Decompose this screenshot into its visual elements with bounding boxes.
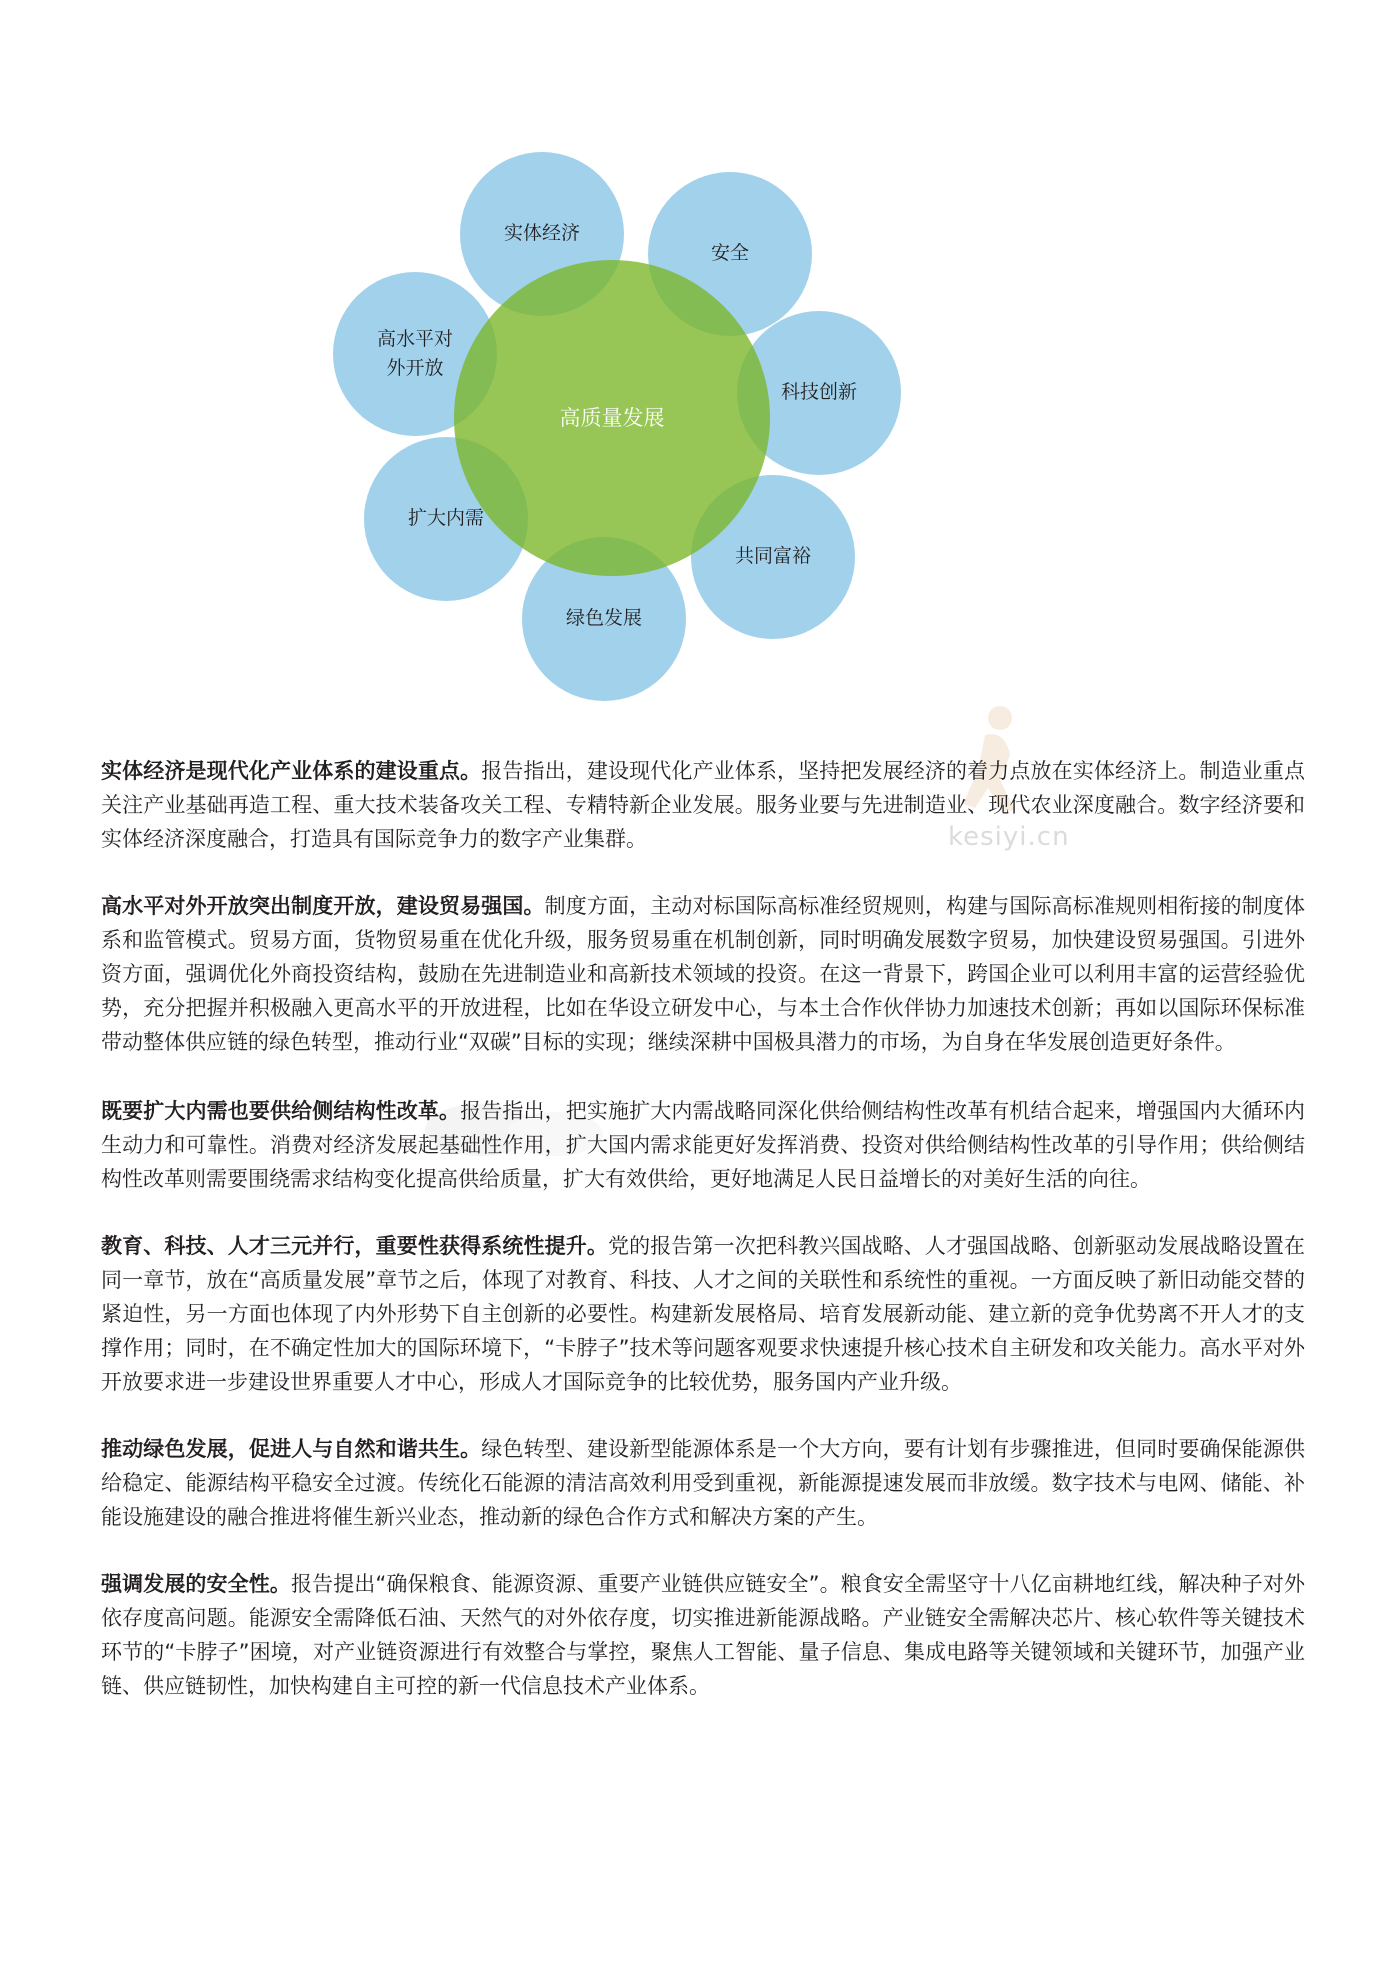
- center-node: [454, 260, 770, 576]
- article-body: [101, 754, 1305, 1736]
- paragraph-text: 党的报告第一次把科教兴国战略、人才强国战略、创新驱动发展战略设置在同一章节，放在“高质量发展”章节之后，体现了对教育、科技、人才之间的关联性和系统性的重视。一方面反映了新旧动能交替的紧迫性，另一方面也体现了内外形势下自主创新的必要性。构建新发展格局、培育发展新动能、建立新的竞争优势离不开人才的支撑作用；同时，在不确定性加大的国际环境下，“卡脖子”技术等问题客观要求快速提升核心技术自主研发和攻关能力。高水平对外开放要求进一步建设世界重要人才中心，形成人才国际竞争的比较优势，服务国内产业升级。: [101, 1234, 1305, 1394]
- node-label: 安全: [710, 242, 749, 265]
- node-label: 共同富裕: [734, 545, 811, 568]
- high-quality-development-diagram: [0, 0, 1400, 720]
- center-label: 高质量发展: [559, 405, 665, 430]
- watermark-text: kesiyi.cn: [948, 822, 1070, 852]
- node-label: 科技创新: [780, 381, 857, 404]
- paragraph-lead: 推动绿色发展，促进人与自然和谐共生。: [101, 1437, 482, 1461]
- paragraph-text: 报告指出，把实施扩大内需战略同深化供给侧结构性改革有机结合起来，增强国内大循环内生动力和可靠性。消费对经济发展起基础性作用，扩大国内需求能更好发挥消费、投资对供给侧结构性改革的引导作用；供给侧结构性改革则需要围绕需求结构变化提高供给质量，扩大有效供给，更好地满足人民日益增长的对美好生活的向往。: [101, 1099, 1305, 1191]
- paragraph-domestic-demand: [101, 1094, 1305, 1196]
- paragraph-lead: 强调发展的安全性。: [101, 1572, 291, 1596]
- paragraph-education-tech-talent: [101, 1229, 1305, 1399]
- paragraph-real-economy: [101, 754, 1305, 856]
- node-label: 绿色发展: [565, 607, 642, 630]
- paragraph-lead: 实体经济是现代化产业体系的建设重点。: [101, 759, 482, 783]
- paragraph-text: 报告提出“确保粮食、能源资源、重要产业链供应链安全”。粮食安全需坚守十八亿亩耕地红线，解决种子对外依存度高问题。能源安全需降低石油、天然气的对外依存度，切实推进新能源战略。产业链安全需解决芯片、核心软件等关键技术环节的“卡脖子”困境，对产业链资源进行有效整合与掌控，聚焦人工智能、量子信息、集成电路等关键领域和关键环节，加强产业链、供应链韧性，加快构建自主可控的新一代信息技术产业体系。: [101, 1572, 1305, 1698]
- paragraph-lead: 高水平对外开放突出制度开放，建设贸易强国。: [101, 894, 545, 918]
- paragraph-text: 制度方面，主动对标国际高标准经贸规则，构建与国际高标准规则相衔接的制度体系和监管模式。贸易方面，货物贸易重在优化升级，服务贸易重在机制创新，同时明确发展数字贸易，加快建设贸易强国。引进外资方面，强调优化外商投资结构，鼓励在先进制造业和高新技术领域的投资。在这一背景下，跨国企业可以利用丰富的运营经验优势，充分把握并积极融入更高水平的开放进程，比如在华设立研发中心，与本土合作伙伴协力加速技术创新；再如以国际环保标准带动整体供应链的绿色转型，推动行业“双碳”目标的实现；继续深耕中国极具潜力的市场，为自身在华发展创造更好条件。: [101, 894, 1305, 1054]
- paragraph-green: [101, 1432, 1305, 1534]
- paragraph-text: 报告指出，建设现代化产业体系，坚持把发展经济的着力点放在实体经济上。制造业重点关注产业基础再造工程、重大技术装备攻关工程、专精特新企业发展。服务业要与先进制造业、现代农业深度融合。数字经济要和实体经济深度融合，打造具有国际竞争力的数字产业集群。: [101, 759, 1305, 851]
- paragraph-text: 绿色转型、建设新型能源体系是一个大方向，要有计划有步骤推进，但同时要确保能源供给稳定、能源结构平稳安全过渡。传统化石能源的清洁高效利用受到重视，新能源提速发展而非放缓。数字技术与电网、储能、补能设施建设的融合推进将催生新兴业态，推动新的绿色合作方式和解决方案的产生。: [101, 1437, 1305, 1529]
- node-label: 实体经济: [503, 222, 580, 245]
- paragraph-lead: 教育、科技、人才三元并行，重要性获得系统性提升。: [101, 1234, 608, 1258]
- node-label: 高水平对 外开放: [376, 327, 453, 379]
- paragraph-security: [101, 1567, 1305, 1703]
- node-label: 扩大内需: [407, 507, 484, 530]
- paragraph-lead: 既要扩大内需也要供给侧结构性改革。: [101, 1099, 461, 1123]
- paragraph-opening: [101, 889, 1305, 1059]
